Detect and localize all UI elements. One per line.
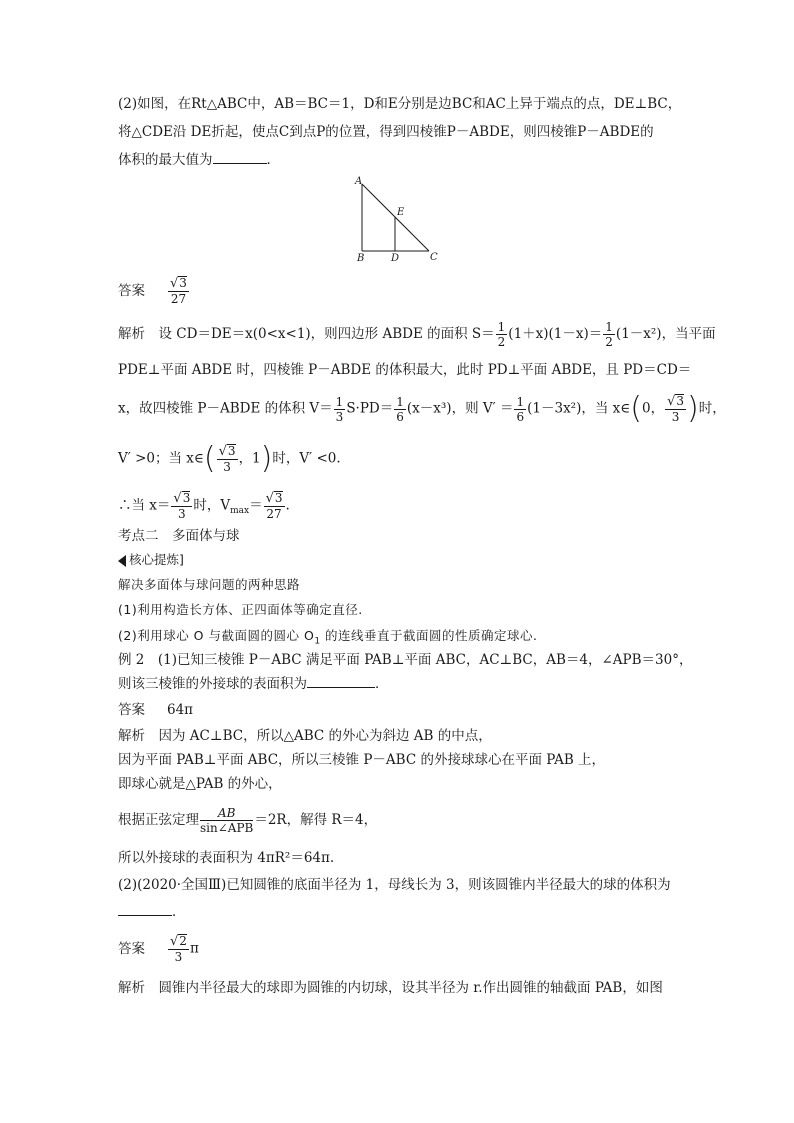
solution-line: V′ >0；当 x∈( $\frac{√3}{3}$ ，1)时，V′ <0. xyxy=(118,441,341,476)
vertex-label-d: D xyxy=(391,253,400,262)
example-text-line: 例 2 (1)已知三棱锥 P－ABC 满足平面 PAB⊥平面 ABC，AC⊥BC，AB＝4，∠APB＝30°， xyxy=(118,652,693,668)
question-text-line: 将△CDE沿 DE折起，使点C到点P的位置，得到四棱锥P－ABDE，则四棱锥P－ABDE的 xyxy=(118,124,654,140)
section-title: 考点二 多面体与球 xyxy=(118,528,240,544)
solution-line: 解析 设 CD＝DE＝x(0<x<1)，则四边形 ABDE 的面积 S＝ $\frac{1}{2}$ (1＋x)(1－x)＝ $\frac{1}{2}$ (1－x²)，当平面 xyxy=(118,320,716,349)
triangle-figure xyxy=(354,176,444,262)
method-item: (1)利用构造长方体、正四面体等确定直径. xyxy=(118,602,363,617)
vertex-label-b: B xyxy=(357,253,365,262)
method-intro: 解决多面体与球问题的两种思路 xyxy=(118,577,301,592)
vertex-label-a: A xyxy=(355,176,363,187)
method-item: (2)利用球心 O 与截面圆的圆心 $O_1$ 的连线垂直于截面圆的性质确定球心. xyxy=(118,628,538,647)
solution-line: 因为平面 PAB⊥平面 ABC，所以三棱锥 P－ABC 的外接球球心在平面 PAB 上， xyxy=(118,752,606,768)
core-summary-heading: 核心提炼] xyxy=(118,550,184,570)
answer-blank xyxy=(213,151,267,164)
question-text-line: ． xyxy=(118,902,186,922)
answer-blank xyxy=(118,903,172,916)
answer-line: 答案 $\frac{√2}{3}$ π xyxy=(118,934,199,964)
bracket-marker-icon xyxy=(118,555,126,567)
solution-line: 解析 圆锥内半径最大的球即为圆锥的内切球，设其半径为 r.作出圆锥的轴截面 PAB，如图 xyxy=(118,980,663,996)
question-text-line: 体积的最大值为 ． xyxy=(118,152,280,168)
solution-line: 即球心就是△PAB 的外心， xyxy=(118,776,282,792)
solution-line: ∴当 x＝ $\frac{√3}{3}$ 时，$V_{max}=$ $\frac{√3}{27}$ . xyxy=(118,491,290,521)
solution-line: 根据正弦定理 $\frac{AB}{\text{sin∠APB}}$ ＝2R，解得 R＝4， xyxy=(118,806,378,835)
question-text-line: (2)(2020·全国Ⅲ)已知圆锥的底面半径为 1，母线长为 3，则该圆锥内半径最大的球的体积为 xyxy=(118,877,671,893)
solution-line: 所以外接球的表面积为 4πR²＝64π. xyxy=(118,850,335,866)
answer-line: 答案 $\frac{√3}{27}$ xyxy=(118,276,187,306)
solution-line: PDE⊥平面 ABDE 时，四棱锥 P－ABDE 的体积最大，此时 PD⊥平面 ABDE，且 PD＝CD＝ xyxy=(118,362,692,378)
question-text-line: (2)如图，在Rt△ABC中，AB＝BC＝1，D和E分别是边BC和AC上异于端点的点，DE⊥BC， xyxy=(118,96,682,112)
example-text-line: 则该三棱锥的外接球的表面积为 ． xyxy=(118,676,389,692)
solution-line: 解析 因为 AC⊥BC，所以△ABC 的外心为斜边 AB 的中点， xyxy=(118,728,492,744)
answer-fraction: $\frac{√3}{27}$ xyxy=(170,276,187,306)
solution-line: x，故四棱锥 P－ABDE 的体积 V＝ $\frac{1}{3}$ S·PD＝ $\frac{1}{6}$ (x－x³)，则 V′ ＝ $\frac{1}{6}$ (1－3x²)，当 x∈(0， $\frac{√3}{3}$ )时， xyxy=(118,391,726,426)
vertex-label-e: E xyxy=(397,207,405,218)
answer-line: 答案 64π xyxy=(118,702,194,718)
answer-fraction: $\frac{√2}{3}$ xyxy=(170,934,187,964)
vertex-label-c: C xyxy=(430,252,438,262)
answer-blank xyxy=(307,675,375,688)
